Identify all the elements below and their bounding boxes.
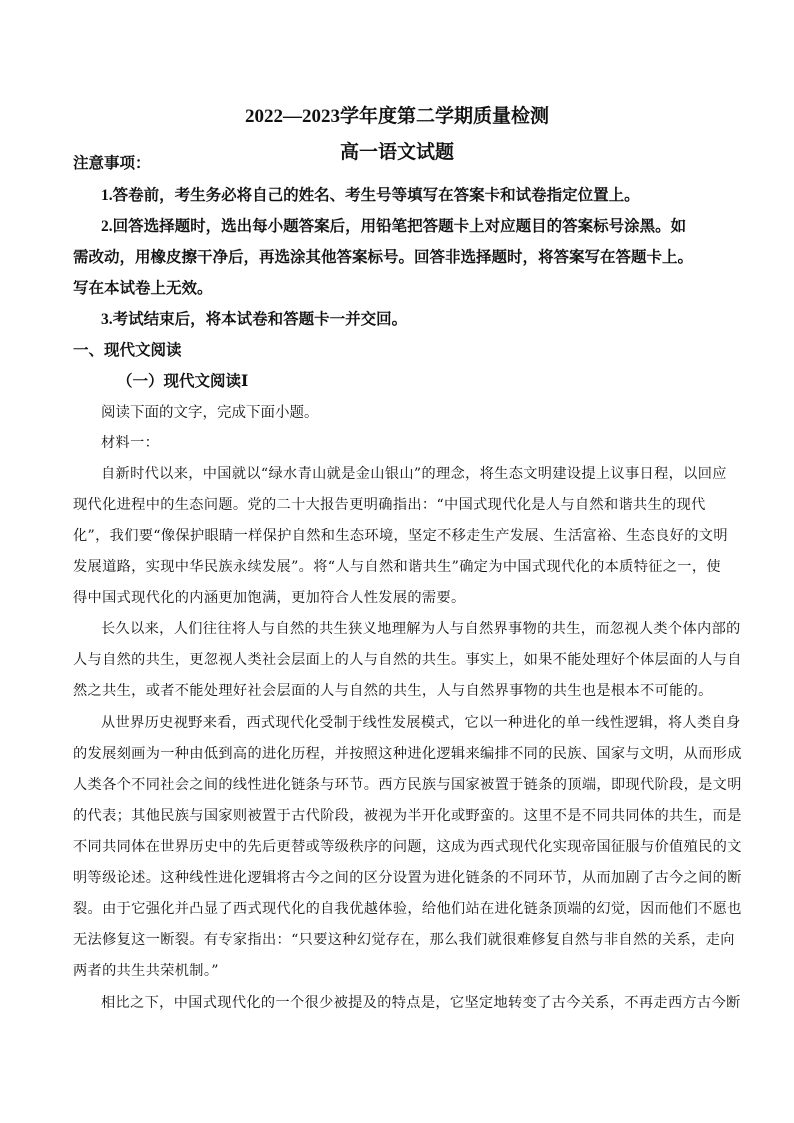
- section-subheading: （一）现代文阅读Ⅰ: [117, 373, 249, 390]
- passage-line: 长久以来，人们往往将人与自然的共生狭义地理解为人与自然界事物的共生，而忽视人类个体内部的: [101, 621, 741, 637]
- passage-line: 两者的共生共荣机制。”: [73, 963, 219, 979]
- passage-line: 现代化进程中的生态问题。党的二十大报告更明确指出：“中国式现代化是人与自然和谐共生的现代: [73, 497, 706, 513]
- notice-item-2-line-3: 写在本试卷上无效。: [73, 280, 213, 297]
- notice-item-3: 3.考试结束后，将本试卷和答题卡一并交回。: [101, 311, 408, 328]
- passage-line: 得中国式现代化的内涵更加饱满，更加符合人性发展的需要。: [73, 590, 466, 606]
- passage-line: 化”，我们要“像保护眼睛一样保护自然和生态环境，坚定不移走生产发展、生活富裕、生态良好的文明: [73, 528, 728, 544]
- notice-heading: 注意事项：: [73, 155, 151, 172]
- exam-subtitle: 高一语文试题: [339, 142, 454, 163]
- notice-item-2-line-2: 需改动，用橡皮擦干净后，再选涂其他答案标号。回答非选择题时，将答案写在答题卡上。: [73, 249, 694, 266]
- passage-line: 然之共生，或者不能处理好社会层面的人与自然的共生，人与自然界事物的共生也是根本不可能的。: [73, 683, 713, 699]
- material-label: 材料一：: [101, 435, 160, 451]
- passage-line: 裂。由于它强化并凸显了西式现代化的自我优越体验，给他们站在进化链条顶端的幻觉，因而他们不愿也: [73, 901, 742, 917]
- passage-line: 相比之下，中国式现代化的一个很少被提及的特点是，它坚定地转变了古今关系，不再走西方古今断: [101, 995, 741, 1011]
- notice-item-1: 1.答卷前，考生务必将自己的姓名、考生号等填写在答案卡和试卷指定位置上。: [101, 187, 640, 204]
- passage-line: 的发展刻画为一种由低到高的进化历程，并按照这种进化逻辑来编排不同的民族、国家与文明，从而形成: [73, 746, 742, 762]
- notice-item-2-line-1: 2.回答选择题时，选出每小题答案后，用铅笔把答题卡上对应题目的答案标号涂黑。如: [101, 218, 687, 235]
- passage-line: 从世界历史视野来看，西式现代化受制于线性发展模式，它以一种进化的单一线性逻辑，将人类自身: [101, 715, 741, 731]
- passage-line: 自新时代以来，中国就以“绿水青山就是金山银山”的理念，将生态文明建设提上议事日程，以回应: [101, 466, 727, 482]
- reading-instruction: 阅读下面的文字，完成下面小题。: [101, 405, 319, 421]
- passage-line: 的代表；其他民族与国家则被置于古代阶段，被视为半开化或野蛮的。这里不是不同共同体的共生，而是: [73, 808, 742, 824]
- passage-line: 明等级论述。这种线性进化逻辑将古今之间的区分设置为进化链条的不同环节，从而加剧了古今之间的断: [73, 870, 742, 886]
- passage-line: 不同共同体在世界历史中的先后更替或等级秩序的问题，这成为西式现代化实现帝国征服与价值殖民的文: [73, 839, 742, 855]
- passage-line: 发展道路，实现中华民族永续发展”。将“人与自然和谐共生”确定为中国式现代化的本质特征之一，使: [73, 559, 721, 575]
- section-heading: 一、现代文阅读: [73, 342, 182, 359]
- exam-title: 2022—2023学年度第二学期质量检测: [244, 106, 549, 127]
- passage-line: 人类各个不同社会之间的线性进化链条与环节。西方民族与国家被置于链条的顶端，即现代阶段，是文明: [73, 777, 742, 793]
- passage-line: 无法修复这一断裂。有专家指出：“只要这种幻觉存在，那么我们就很难修复自然与非自然的关系，走向: [73, 932, 735, 948]
- passage-line: 人与自然的共生，更忽视人类社会层面上的人与自然的共生。事实上，如果不能处理好个体层面的人与自: [73, 652, 742, 668]
